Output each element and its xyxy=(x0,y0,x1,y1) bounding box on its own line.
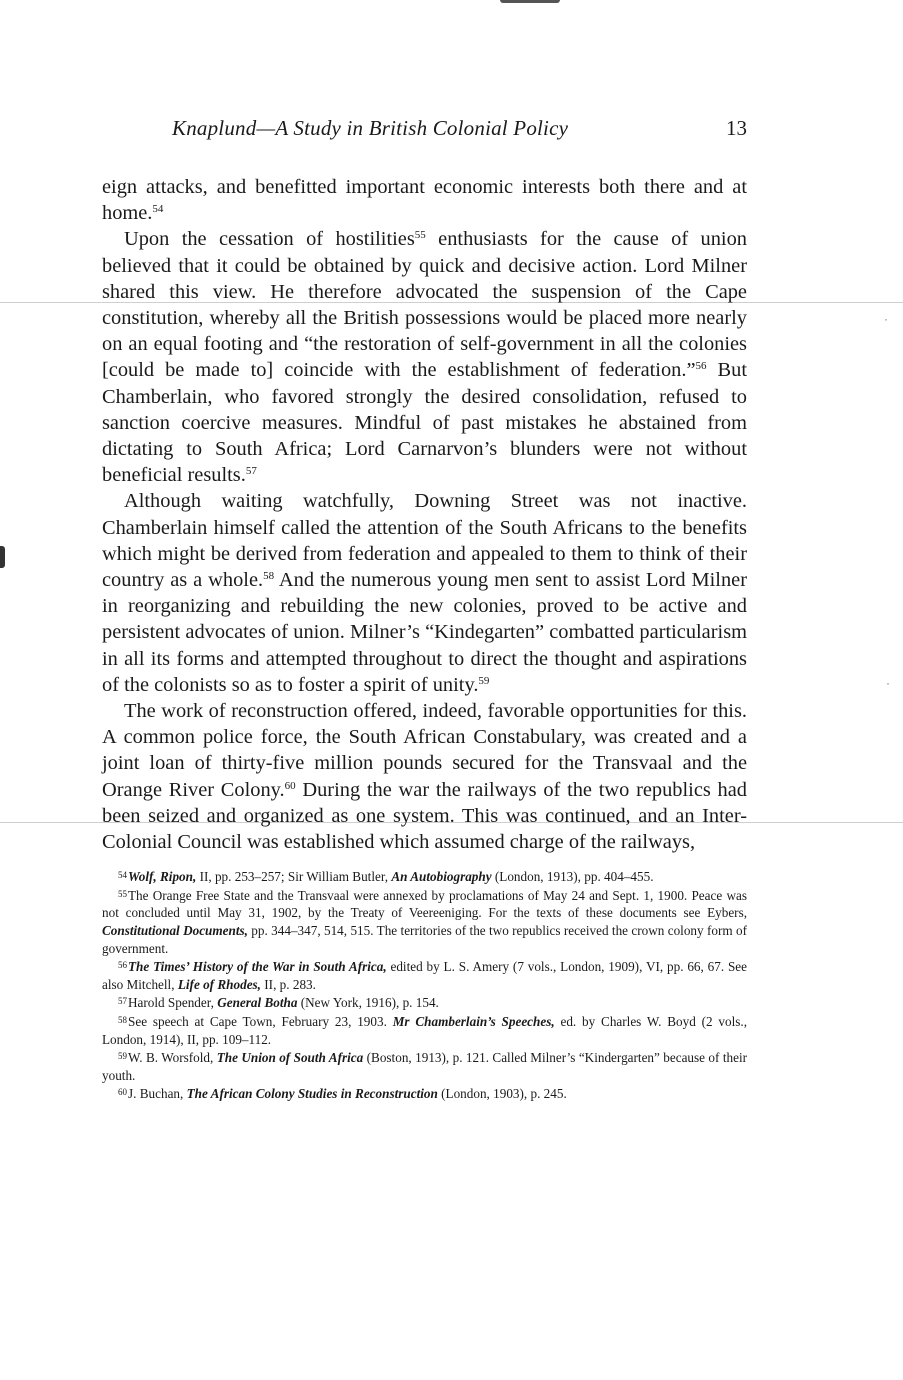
running-title: Knaplund—A Study in British Colonial Policy xyxy=(172,116,569,140)
italic-title: The African Colony Studies in Reconstruction xyxy=(186,1086,438,1102)
text-run: The Orange Free State and the Transvaal were annexed by proclamations of May 24 and Sept. 1, 1900. Peace was not concluded until May 31, 1902, by the Treaty of Veereeniging. For the texts of these documents see Eybers, xyxy=(102,887,747,921)
paragraph xyxy=(102,488,747,698)
italic-title: Constitutional Documents, xyxy=(102,923,248,939)
text-run: (London, 1913), pp. 404–455. xyxy=(491,869,654,885)
running-header xyxy=(102,114,747,144)
text-run: ed. by Charles W. Boyd (2 vols., London, 1914), II, pp. 109–112. xyxy=(102,1014,747,1047)
footnote xyxy=(102,886,747,957)
page xyxy=(102,114,747,1103)
italic-title: Mr Chamberlain’s Speeches, xyxy=(392,1014,555,1030)
footnote xyxy=(102,1084,747,1103)
footnote-reference: 60 xyxy=(284,779,296,792)
footnote-marker: 56 xyxy=(118,960,127,971)
body-text xyxy=(102,174,747,855)
text-run: eign attacks, and benefitted important economic interests both there and at home. xyxy=(102,176,747,225)
paragraph xyxy=(102,226,747,488)
text-run: Upon the cessation of hostilities xyxy=(124,228,415,251)
text-run: Harold Spender, xyxy=(128,995,218,1011)
scan-top-mark xyxy=(500,0,560,3)
footnote-reference: 57 xyxy=(245,465,257,478)
scan-margin-blot xyxy=(0,546,5,568)
italic-title: An Autobiography xyxy=(391,869,492,885)
text-run: During the war the railways of the two republics had been seized and organized as one system. This was continued, and an Inter-Colonial Council was established which assumed charge of the railways, xyxy=(102,778,747,854)
text-run: (London, 1903), p. 245. xyxy=(437,1086,567,1102)
page-number: 13 xyxy=(726,116,747,140)
footnote-marker: 54 xyxy=(118,870,127,881)
text-run: See speech at Cape Town, February 23, 1903. xyxy=(128,1014,393,1030)
italic-title: Life of Rhodes, xyxy=(177,976,261,992)
italic-title: The Times’ History of the War in South Africa, xyxy=(128,959,387,975)
text-run: enthusiasts for the cause of union believed that it could be obtained by quick and decisive action. Lord Milner shared this view. He therefore advocated the suspension of the Cape constitution, whereby all the British possessions would be placed more nearly on an equal footing and “the restoration of self-government in all the colonies [could be made to] coincide with the establishment of federation.” xyxy=(102,228,747,382)
paragraph xyxy=(102,698,747,855)
margin-tick-mark: · xyxy=(886,676,890,690)
footnote-reference: 54 xyxy=(152,203,164,216)
text-run: But Chamberlain, who favored strongly the desired consolidation, refused to sanction coercive measures. Mindful of past mistakes he abstained from dictating to South Africa; Lord Carnarvon’s blunders were not without beneficial results. xyxy=(102,359,748,487)
text-run: J. Buchan, xyxy=(128,1086,187,1102)
footnotes xyxy=(102,867,747,1103)
text-run: pp. 344–347, 514, 515. The territories of the two republics received the crown colony form of government. xyxy=(102,923,747,956)
footnote-marker: 60 xyxy=(118,1087,127,1098)
footnote-reference: 55 xyxy=(414,229,426,242)
text-run: W. B. Worsfold, xyxy=(128,1050,217,1066)
paragraph xyxy=(102,174,747,226)
italic-title: The Union of South Africa xyxy=(216,1050,364,1066)
italic-title: Wolf, Ripon, xyxy=(128,869,197,885)
footnote-marker: 55 xyxy=(118,888,127,899)
text-run: edited by L. S. Amery (7 vols., London, 1909), VI, pp. 66, 67. See also Mitchell, xyxy=(102,959,747,992)
text-run: II, pp. 253–257; Sir William Butler, xyxy=(196,869,392,885)
footnote-reference: 56 xyxy=(695,360,707,373)
text-run: (Boston, 1913), p. 121. Called Milner’s “Kindergarten” because of their youth. xyxy=(102,1050,747,1083)
footnote xyxy=(102,867,747,886)
footnote-marker: 57 xyxy=(118,996,127,1007)
text-run: (New York, 1916), p. 154. xyxy=(297,995,439,1011)
footnote xyxy=(102,993,747,1012)
text-run: II, p. 283. xyxy=(260,976,316,992)
footnote-reference: 58 xyxy=(263,570,275,583)
text-run: The work of reconstruction offered, indeed, favorable opportunities for this. A common police force, the South African Constabulary, was created and a joint loan of thirty-five million pounds secured for the Transvaal and the Orange River Colony. xyxy=(102,700,747,801)
footnote-reference: 59 xyxy=(478,674,490,687)
footnote xyxy=(102,1012,747,1048)
text-run: Although waiting watchfully, Downing Street was not inactive. Chamberlain himself called the attention of the South Africans to the benefits which might be derived from federation and appealed to them to think of their country as a whole. xyxy=(102,490,747,592)
text-run: And the numerous young men sent to assist Lord Milner in reorganizing and rebuilding the new colonies, proved to be active and persistent advocates of union. Milner’s “Kindegarten” combatted particularism in all its forms and attempted throughout to direct the thought and aspirations of the colonists so as to foster a spirit of unity. xyxy=(102,569,748,696)
footnote-marker: 59 xyxy=(118,1051,127,1062)
italic-title: General Botha xyxy=(217,995,298,1011)
footnote xyxy=(102,957,747,993)
footnote xyxy=(102,1048,747,1084)
margin-tick-mark: · xyxy=(884,312,888,326)
footnote-marker: 58 xyxy=(118,1015,127,1026)
